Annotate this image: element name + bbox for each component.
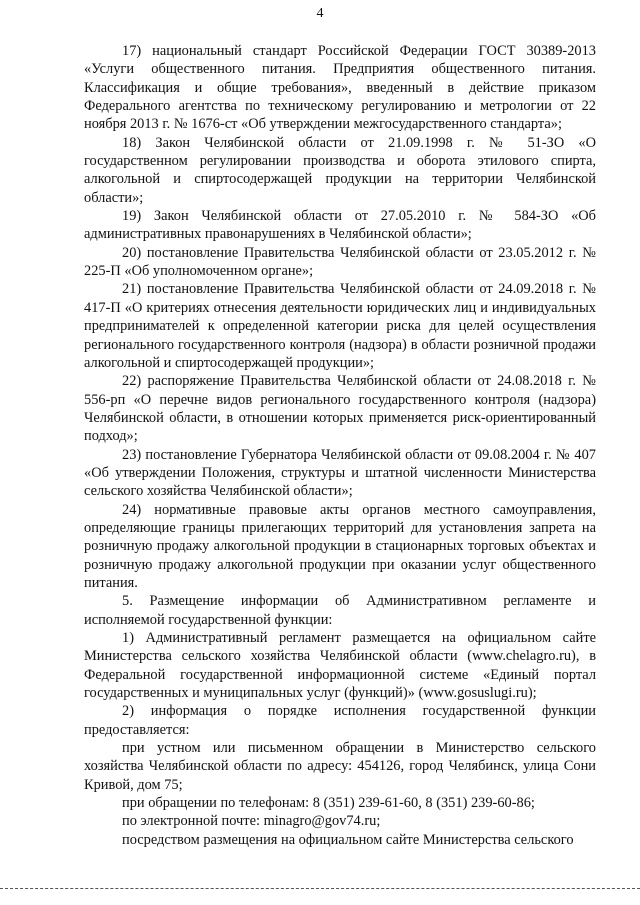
list-item-20: 20) постановление Правительства Челябинской области от 23.05.2012 г. № 225-П «Об уполномоченном органе»;: [84, 244, 596, 280]
subitem-2-information-provision: 2) информация о порядке исполнения государственной функции предоставляется:: [84, 703, 596, 738]
page-number: 4: [316, 6, 324, 21]
contact-email: по электронной почте: minagro@gov74.ru;: [122, 813, 381, 830]
list-item-23: 23) постановление Губернатора Челябинской области от 09.08.2004 г. № 407 «Об утверждении Положения, структуры и штатной численности Министерства сельского хозяйства Челябинской области»;: [84, 446, 596, 500]
list-item-19: 19) Закон Челябинской области от 27.05.2010 г. № 584-ЗО «Об административных правонарушениях в Челябинской области»;: [84, 208, 596, 243]
subitem-1-regulation-publication: 1) Административный регламент размещается на официальном сайте Министерства сельского хозяйства Челябинской области (www.chelagro.ru), в Федеральной государственной информационной системе «Единый портал государственных и муниципальных услуг (функций)» (www.gosuslugi.ru);: [84, 630, 596, 702]
list-item-21: 21) постановление Правительства Челябинской области от 24.09.2018 г. № 417-П «О критериях отнесения деятельности юридических лиц и индивидуальных предпринимателей к определенной категории риска для целей осуществления регионального государственного контроля (надзора) в области розничной продажи алкогольной и спиртосодержащей продукции»;: [84, 281, 596, 371]
document-body: [84, 42, 596, 849]
section-5-heading: 5. Размещение информации об Административном регламенте и исполняемой государственной функции:: [84, 593, 596, 628]
list-item-24: 24) нормативные правовые акты органов местного самоуправления, определяющие границы прилегающих территорий для установления запрета на розничную продажу алкогольной продукции в стационарных торговых объектах и розничную продажу алкогольной продукции при оказании услуг общественного питания.: [84, 501, 596, 591]
page-bottom-rule: [0, 888, 640, 889]
list-item-22: 22) распоряжение Правительства Челябинской области от 24.08.2018 г. № 556-рп «О перечне видов регионального государственного контроля (надзора) Челябинской области, в отношении которых применяется риск-ориентированный подход»;: [84, 373, 596, 445]
contact-address: при устном или письменном обращении в Министерство сельского хозяйства Челябинской области по адресу: 454126, город Челябинск, улица Сони Кривой, дом 75;: [84, 740, 596, 793]
contact-phones: при обращении по телефонам: 8 (351) 239-61-60, 8 (351) 239-60-86;: [122, 795, 535, 812]
list-item-18: 18) Закон Челябинской области от 21.09.1998 г. № 51-ЗО «О государственном регулировании производства и оборота этилового спирта, алкогольной и спиртосодержащей продукции на территории Челябинской области»;: [84, 134, 596, 206]
website-publication: посредством размещения на официальном сайте Министерства сельского: [122, 831, 574, 848]
list-item-17: 17) национальный стандарт Российской Федерации ГОСТ 30389-2013 «Услуги общественного питания. Предприятия общественного питания. Классификация и общие требования», введенный в действие приказом Федерального агентства по техническому регулированию и метрологии от 22 ноября 2013 г. № 1676-ст «Об утверждении межгосударственного стандарта»;: [84, 43, 596, 133]
